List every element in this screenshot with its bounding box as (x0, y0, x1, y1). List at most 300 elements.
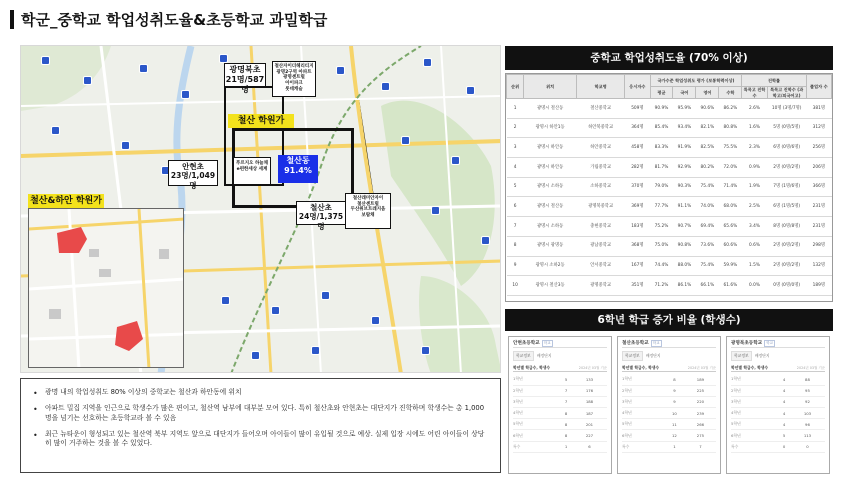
grade-row (731, 385, 825, 396)
map-school-pin[interactable] (139, 64, 148, 73)
cell-special-detail: 5명 (0명/5명) (767, 118, 806, 138)
cell-avg: 77.7% (650, 197, 673, 217)
grade-cell: 6학년 (513, 430, 560, 441)
grade-row (731, 396, 825, 407)
cell-special: 2.6% (742, 99, 767, 119)
grade-cell: 92 (790, 396, 825, 407)
grade-row (731, 408, 825, 419)
panel-subtitle (622, 364, 716, 372)
grade-cell: 7 (685, 441, 716, 452)
grade-cell: 특수 (622, 441, 664, 452)
cell-graduates: 312명 (806, 118, 831, 138)
cell-location: 광명시 하안1동 (524, 118, 577, 138)
cell-school: 충현중학교 (577, 217, 625, 237)
cell-location: 광명시 철산동 (524, 99, 577, 119)
cell-special: 0.0% (742, 276, 767, 296)
table-row (507, 138, 832, 158)
grade-cell: 7 (560, 396, 572, 407)
tab-school-info[interactable]: 학교정보 (513, 351, 534, 361)
cell-math: 60.6% (719, 236, 742, 256)
cell-special-detail: 6명 (0명/6명) (767, 138, 806, 158)
grade-cell: 8 (560, 408, 572, 419)
cell-special: 1.6% (742, 118, 767, 138)
grade-cell: 266 (685, 419, 716, 430)
cell-avg: 71.2% (650, 276, 673, 296)
cell-special: 1.5% (742, 256, 767, 276)
grade-cell: 187 (572, 408, 607, 419)
map-school-pin[interactable] (431, 206, 440, 215)
subtitle-text: 학년별 학급수, 학생수 (731, 365, 769, 370)
grade-cell: 9 (664, 385, 685, 396)
grade-cell: 227 (572, 430, 607, 441)
grade-cell: 95 (790, 385, 825, 396)
table-row (507, 276, 832, 296)
cell-rank: 6 (507, 197, 524, 217)
cell-math: 61.6% (719, 276, 742, 296)
tab-assigned-complex[interactable]: 배정단지 (536, 353, 552, 358)
grade-cell: 8 (560, 430, 572, 441)
grade-row (513, 385, 607, 396)
cell-special-detail: 2명 (0명/2명) (767, 256, 806, 276)
grade-cell: 239 (685, 408, 716, 419)
cell-special: 2.3% (742, 138, 767, 158)
cell-students: 183명 (625, 217, 650, 237)
cell-eng: 66.1% (696, 276, 719, 296)
map-school-pin[interactable] (271, 306, 280, 315)
grade-cell: 8 (560, 419, 572, 430)
map-school-pin[interactable] (181, 90, 190, 99)
panel-tabs (731, 351, 825, 360)
map-school-pin[interactable] (423, 58, 432, 67)
grade-cell: 1 (664, 441, 685, 452)
cell-rank: 7 (507, 217, 524, 237)
th-rank: 순위 (507, 75, 524, 99)
cell-location: 광명시 소하동 (524, 217, 577, 237)
cell-eng: 69.4% (696, 217, 719, 237)
reference-date: 2024년 03월 기준 (796, 366, 825, 370)
inset-academy-map[interactable] (28, 208, 184, 368)
school-tag: 학교 (766, 341, 774, 345)
note-item: • 최근 뉴타운이 형성되고 있는 철산역 북부 지역도 앞으로 대단지가 들어오며 아이들이 많이 유입될 것으로 예상. 실제 입장 시에도 어린 아이들이 상당히 많이 거주하는 것을 볼 수 있었다. (31, 430, 488, 450)
school-tag: 학교 (543, 341, 551, 345)
cell-kor: 90.3% (673, 177, 696, 197)
cell-special-detail: 2명 (0명/2명) (767, 158, 806, 178)
cell-graduates: 381명 (806, 99, 831, 119)
th-score-group: 국가수준 학업성취도 평가 (보통학력이상) (650, 75, 742, 87)
cell-graduates: 189명 (806, 276, 831, 296)
cell-students: 458명 (625, 138, 650, 158)
th-location: 위치 (524, 75, 577, 99)
grade-cell: 6 (572, 441, 607, 452)
cell-location: 광명시 소하동 (524, 177, 577, 197)
grade-cell: 4학년 (622, 408, 664, 419)
grade-cell: 220 (685, 396, 716, 407)
haan-academy-area (115, 321, 143, 351)
cell-school: 하안중학교 (577, 138, 625, 158)
cell-students: 167명 (625, 256, 650, 276)
cell-school: 소하중학교 (577, 177, 625, 197)
grade-row (622, 441, 716, 452)
note-item: • 광명 내의 학업성취도 80% 이상의 중학교는 철산과 하안동에 위치 (31, 388, 488, 398)
panel-tabs (513, 351, 607, 360)
th-math: 수학 (719, 87, 742, 99)
school-tag: 학교 (652, 341, 660, 345)
grade-cell: 1학년 (622, 374, 664, 385)
grade-cell: 4학년 (513, 408, 560, 419)
grade-cell: 225 (685, 385, 716, 396)
grade-row (513, 396, 607, 407)
map-school-pin[interactable] (41, 56, 50, 65)
grade-cell: 2학년 (731, 385, 778, 396)
cell-special: 0.9% (742, 158, 767, 178)
cell-math: 65.6% (719, 217, 742, 237)
grade-cell: 96 (790, 419, 825, 430)
map-school-pin[interactable] (219, 54, 228, 63)
cell-school: 가림중학교 (577, 158, 625, 178)
tab-assigned-complex[interactable]: 배정단지 (754, 353, 770, 358)
page-title-bar (10, 9, 350, 31)
cell-special: 2.5% (742, 197, 767, 217)
cell-kor: 88.0% (673, 256, 696, 276)
grade-cell: 113 (790, 430, 825, 441)
grade-cell: 176 (572, 385, 607, 396)
grade-cell: 10 (664, 408, 685, 419)
map-school-pin[interactable] (321, 291, 330, 300)
cell-school: 광남중학교 (577, 236, 625, 256)
cell-rank: 8 (507, 236, 524, 256)
map-school-pin[interactable] (381, 82, 390, 91)
grade-cell: 5학년 (622, 419, 664, 430)
cell-kor: 95.9% (673, 99, 696, 119)
grade-row (513, 419, 607, 430)
th-special-detail: 특목고 진학수 (과학고/외국어고) (767, 87, 806, 99)
cell-eng: 75.4% (696, 256, 719, 276)
school-panel (726, 336, 830, 474)
inset-academy-label: 철산&하안 학원가 (28, 194, 104, 208)
grade-cell: 4 (778, 396, 790, 407)
grade-cell: 5학년 (513, 419, 560, 430)
cheolsan-dong-name: 철산동 (286, 156, 310, 165)
cell-math: 86.2% (719, 99, 742, 119)
cell-special-detail: 8명 (0명/8명) (767, 217, 806, 237)
map-school-pin[interactable] (251, 351, 260, 360)
map-school-pin[interactable] (371, 316, 380, 325)
cell-students: 351명 (625, 276, 650, 296)
cell-students: 282명 (625, 158, 650, 178)
cell-kor: 91.1% (673, 197, 696, 217)
cell-math: 68.0% (719, 197, 742, 217)
grade-cell: 4 (778, 385, 790, 396)
cell-math: 71.4% (719, 177, 742, 197)
cell-students: 509명 (625, 99, 650, 119)
cell-avg: 83.3% (650, 138, 673, 158)
table-row (507, 197, 832, 217)
th-students: 응시자수 (625, 75, 650, 99)
cell-graduates: 231명 (806, 217, 831, 237)
note-item: • 아파트 밀집 지역을 인근으로 학생수가 많은 편이고, 철산역 남부에 대부분 모여 있다. 특히 철산초와 안현초는 대단지가 진학하며 학생수는 총 1,000명을 넘기는 선호하는 초등학교라 볼 수 있음 (31, 404, 488, 424)
grade-table (731, 374, 825, 453)
cell-students: 364명 (625, 118, 650, 138)
grade-cell: 5 (560, 374, 572, 385)
cell-rank: 2 (507, 118, 524, 138)
cell-eng: 82.1% (696, 118, 719, 138)
cell-eng: 80.2% (696, 158, 719, 178)
map-school-pin[interactable] (51, 126, 60, 135)
panel-subtitle (513, 364, 607, 372)
cell-kor: 90.8% (673, 236, 696, 256)
panel-subtitle (731, 364, 825, 372)
cell-special: 0.6% (742, 236, 767, 256)
grade-cell: 6학년 (622, 430, 664, 441)
grade-cell: 8 (664, 374, 685, 385)
page-title: 학군_중학교 학업성취도율&초등학교 과밀학급 (21, 11, 328, 29)
ranking-table (505, 73, 833, 302)
cheolsan-academy-area (57, 227, 87, 253)
cheolsan-academy-label: 철산 학원가 (228, 114, 294, 128)
table-row (507, 256, 832, 276)
cell-eng: 82.5% (696, 138, 719, 158)
cell-school: 철산중학교 (577, 99, 625, 119)
cell-avg: 75.0% (650, 236, 673, 256)
cell-eng: 75.4% (696, 177, 719, 197)
th-special: 특목고 진학수 (743, 87, 766, 98)
subtitle-text: 학년별 학급수, 학생수 (622, 365, 660, 370)
grade-row (513, 374, 607, 385)
cell-math: 75.5% (719, 138, 742, 158)
cell-eng: 74.0% (696, 197, 719, 217)
school-name: 광명북초등학교 (731, 341, 763, 346)
class-increase-header: 6학년 학급 증가 비율 (학생수) (505, 309, 833, 331)
cell-special-detail: 2명 (0명/2명) (767, 236, 806, 256)
map-school-pin[interactable] (401, 136, 410, 145)
grade-table (513, 374, 607, 453)
cell-avg: 81.7% (650, 158, 673, 178)
grade-cell: 2학년 (513, 385, 560, 396)
grade-row (731, 430, 825, 441)
map-school-pin[interactable] (421, 346, 430, 355)
analysis-notes (20, 378, 501, 473)
cell-students: 369명 (625, 197, 650, 217)
map-school-pin[interactable] (121, 141, 130, 150)
grade-cell: 3학년 (622, 396, 664, 407)
school-panel (508, 336, 612, 474)
tab-school-info[interactable]: 학교정보 (622, 351, 643, 361)
th-avg: 평균 (650, 87, 673, 99)
grade-cell: 1학년 (731, 374, 778, 385)
grade-row (622, 430, 716, 441)
cell-kor: 86.1% (673, 276, 696, 296)
anhyeon-apartments-callout[interactable] (233, 157, 271, 185)
grade-cell: 특수 (513, 441, 560, 452)
anhyeon-apartments-text: 푸르지오 하늘채 e편한세상 세계 (236, 161, 268, 172)
table-row (507, 177, 832, 197)
school-name: 철산초등학교 (622, 341, 649, 346)
cell-graduates: 132명 (806, 256, 831, 276)
cell-special-detail: 6명 (1명/5명) (767, 197, 806, 217)
grade-cell: 201 (572, 419, 607, 430)
th-school: 학교명 (577, 75, 625, 99)
cell-school: 하안북중학교 (577, 118, 625, 138)
gwangmyeongbuk-text: 광명북초 21명/587명 (225, 65, 265, 94)
cell-school: 안서중학교 (577, 256, 625, 276)
north-apartments-text: 철산자이더헤리티지 광명2구역 아파트 광명센트럴 아이파크 롯데캐슬 (274, 64, 314, 92)
map-school-pin[interactable] (481, 236, 490, 245)
grade-cell: 275 (685, 430, 716, 441)
cell-special-detail: 7명 (1명/6명) (767, 177, 806, 197)
grade-cell: 103 (790, 408, 825, 419)
map-school-pin[interactable] (466, 86, 475, 95)
cell-school: 광명중학교 (577, 276, 625, 296)
grade-cell: 4 (778, 408, 790, 419)
grade-cell: 3학년 (731, 396, 778, 407)
cell-location: 광명시 철산동 (524, 197, 577, 217)
grade-cell: 9 (664, 396, 685, 407)
grade-row (513, 441, 607, 452)
cell-rank: 10 (507, 276, 524, 296)
cell-avg: 75.2% (650, 217, 673, 237)
grade-cell: 3학년 (513, 396, 560, 407)
cell-location: 광명시 하안동 (524, 138, 577, 158)
cell-students: 368명 (625, 236, 650, 256)
tab-school-info[interactable]: 학교정보 (731, 351, 752, 361)
grade-row (731, 374, 825, 385)
cell-graduates: 231명 (806, 197, 831, 217)
cell-rank: 5 (507, 177, 524, 197)
anhyeon-callout[interactable] (168, 160, 218, 190)
grade-row (622, 385, 716, 396)
grade-cell: 7 (560, 385, 572, 396)
grade-cell: 6학년 (731, 430, 778, 441)
cell-rank: 9 (507, 256, 524, 276)
panel-school-name (731, 340, 825, 348)
cell-graduates: 206명 (806, 158, 831, 178)
cell-avg: 74.4% (650, 256, 673, 276)
cell-rank: 4 (507, 158, 524, 178)
title-accent-bar (10, 10, 14, 29)
cell-kor: 92.9% (673, 158, 696, 178)
grade-row (731, 419, 825, 430)
cell-special: 3.4% (742, 217, 767, 237)
grade-cell: 5 (778, 430, 790, 441)
school-name: 안현초등학교 (513, 341, 540, 346)
grade-cell: 11 (664, 419, 685, 430)
ranking-header: 중학교 학업성취도율 (70% 이상) (505, 46, 833, 70)
cell-kor: 93.4% (673, 118, 696, 138)
panel-tabs (622, 351, 716, 360)
panel-school-name (622, 340, 716, 348)
table-row (507, 99, 832, 119)
cheolsan-apartments-callout[interactable] (345, 193, 391, 229)
grade-cell: 189 (685, 374, 716, 385)
subtitle-text: 학년별 학급수, 학생수 (513, 365, 551, 370)
cell-math: 80.8% (719, 118, 742, 138)
map-school-pin[interactable] (221, 296, 230, 305)
cell-graduates: 256명 (806, 138, 831, 158)
table-row (507, 217, 832, 237)
grade-cell: 1학년 (513, 374, 560, 385)
grade-cell: 188 (572, 396, 607, 407)
map-school-pin[interactable] (336, 66, 345, 75)
cell-location: 광명시 하안동 (524, 158, 577, 178)
reference-date: 2024년 03월 기준 (687, 366, 716, 370)
cell-special: 1.9% (742, 177, 767, 197)
panel-school-name (513, 340, 607, 348)
cheolsan-elem-callout[interactable] (296, 201, 346, 231)
reference-date: 2024년 03월 기준 (578, 366, 607, 370)
cell-kor: 91.9% (673, 138, 696, 158)
grade-cell: 12 (664, 430, 685, 441)
cheolsan-apartments-text: 철산래미안자이 철산센트럴 두산위브트레지움 보람채 (350, 196, 386, 218)
cell-math: 59.9% (719, 256, 742, 276)
cell-avg: 90.9% (650, 99, 673, 119)
th-adv-group: 진학률 (742, 75, 806, 87)
cell-school: 광명북중학교 (577, 197, 625, 217)
north-apartments-callout[interactable] (272, 61, 316, 97)
cell-location: 광명시 철산3동 (524, 276, 577, 296)
cell-graduates: 298명 (806, 236, 831, 256)
cheolsan-elem-text: 철산초 24명/1,375명 (298, 203, 344, 231)
grade-row (513, 408, 607, 419)
grade-row (731, 441, 825, 452)
inset-map-base (29, 209, 184, 368)
grade-cell: 0 (790, 441, 825, 452)
grade-cell: 1 (560, 441, 572, 452)
cell-location: 광명시 광명동 (524, 236, 577, 256)
cell-location: 광명시 소하2동 (524, 256, 577, 276)
grade-cell: 4학년 (731, 408, 778, 419)
grade-cell: 4 (778, 374, 790, 385)
gwangmyeongbuk-callout[interactable] (224, 63, 266, 94)
map-school-pin[interactable] (83, 76, 92, 85)
th-kor: 국어 (673, 87, 696, 99)
grade-cell: 5학년 (731, 419, 778, 430)
cell-avg: 79.0% (650, 177, 673, 197)
map-school-pin[interactable] (451, 156, 460, 165)
cheolsan-dong-marker[interactable] (278, 155, 318, 183)
table-row (507, 158, 832, 178)
cell-rank: 1 (507, 99, 524, 119)
grade-row (622, 374, 716, 385)
grade-table (622, 374, 716, 453)
cell-eng: 73.6% (696, 236, 719, 256)
school-panel (617, 336, 721, 474)
anhyeon-text: 안현초 23명/1,049명 (170, 162, 216, 190)
cheolsan-dong-rate: 91.4% (284, 166, 312, 176)
table-row (507, 236, 832, 256)
cell-special-detail: 0명 (0명/0명) (767, 276, 806, 296)
grade-row (513, 430, 607, 441)
ranking-body (507, 99, 832, 296)
grade-row (622, 396, 716, 407)
grade-row (622, 408, 716, 419)
cell-math: 72.0% (719, 158, 742, 178)
grade-row (622, 419, 716, 430)
map-school-pin[interactable] (311, 346, 320, 355)
grade-cell: 특수 (731, 441, 778, 452)
cell-eng: 90.6% (696, 99, 719, 119)
cell-kor: 90.7% (673, 217, 696, 237)
cell-graduates: 366명 (806, 177, 831, 197)
grade-cell: 2학년 (622, 385, 664, 396)
tab-assigned-complex[interactable]: 배정단지 (645, 353, 661, 358)
cell-avg: 85.4% (650, 118, 673, 138)
cell-students: 370명 (625, 177, 650, 197)
cell-special-detail: 10명 (3명/7명) (767, 99, 806, 119)
grade-cell: 88 (790, 374, 825, 385)
grade-cell: 4 (778, 419, 790, 430)
th-eng: 영어 (696, 87, 719, 99)
table-row (507, 118, 832, 138)
